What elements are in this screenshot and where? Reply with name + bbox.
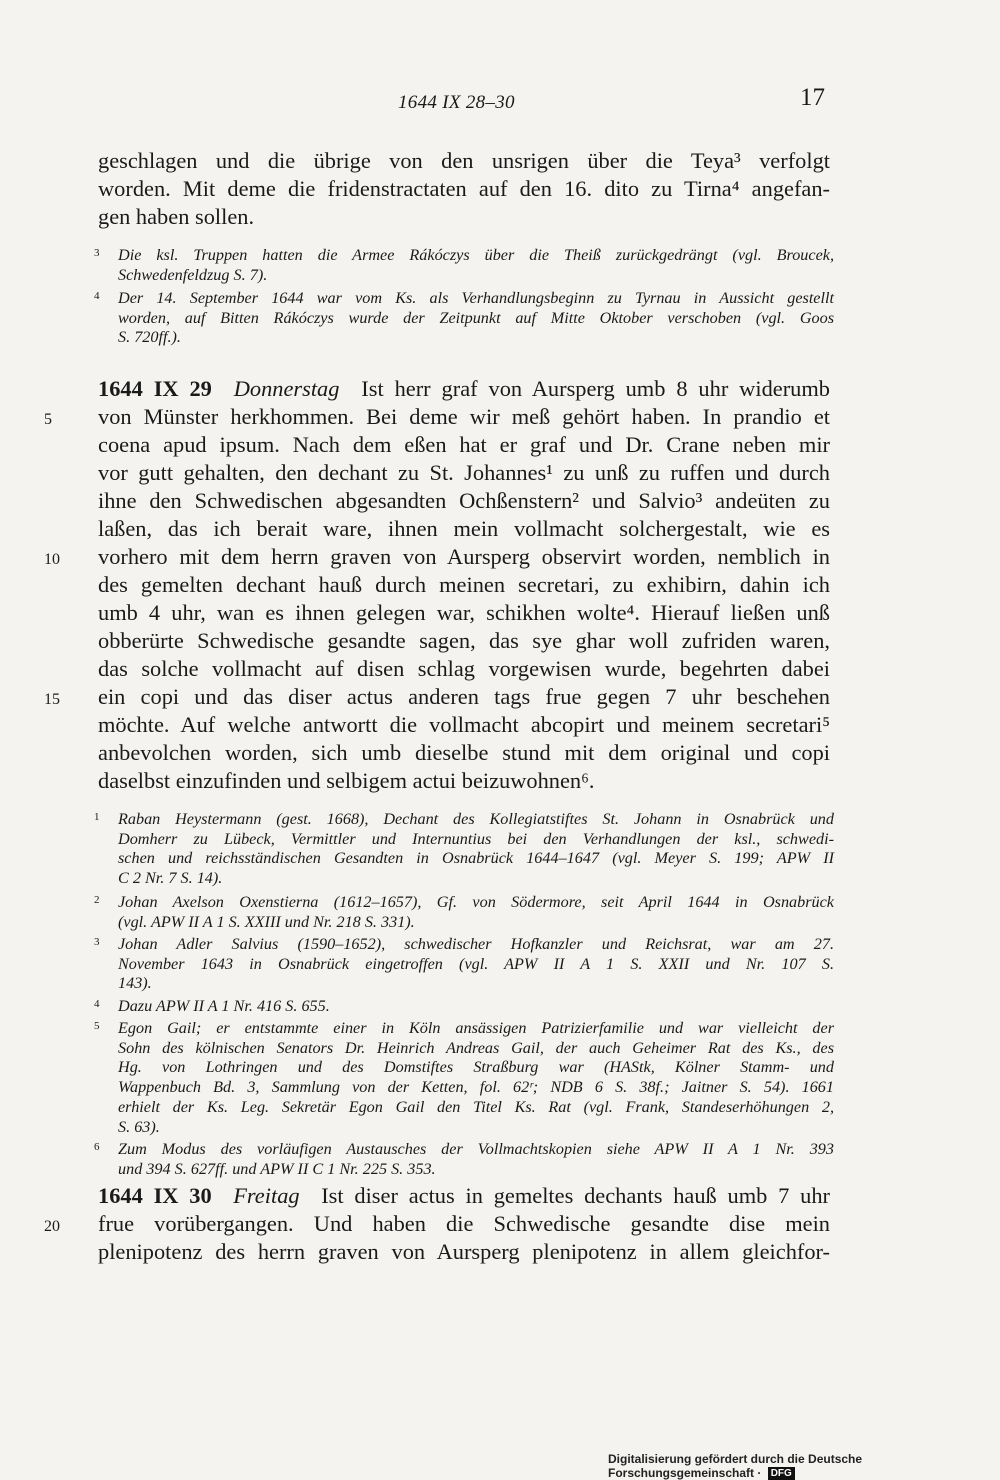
footnote xyxy=(94,810,834,889)
footnote-row: C 2 Nr. 7 S. 14). xyxy=(118,869,223,888)
footnote-row: Hg. von Lothringen und des Domstiftes Straßburg war (HAStk, Kölner Stamm- und xyxy=(118,1058,834,1077)
footnote xyxy=(94,935,834,994)
footnote-row: Sohn des kölnischen Senators Dr. Heinrich Andreas Gail, der auch Geheimer Rat des Ks., des xyxy=(118,1038,834,1057)
entry-line: umb 4 uhr, wan es ihnen gelegen war, schikhen wolte⁴. Hierauf ließen unß xyxy=(98,600,830,625)
footnote-number: 2 xyxy=(94,894,100,906)
entry-line: frue vorübergangen. Und haben die Schwedische gesandte dise mein xyxy=(98,1211,830,1236)
footnote-row: Raban Heystermann (gest. 1668), Dechant des Kollegiatstiftes St. Johann in Osnabrück und xyxy=(118,810,834,828)
entry-line: obberürte Schwedische gesandte sagen, das sye ghar woll zufriden waren, xyxy=(98,628,830,653)
entry-line: anbevolchen worden, sich umb dieselbe stund mit dem original und copi xyxy=(98,740,830,765)
entry-text: Ist herr graf von Aursperg umb 8 uhr widerumb xyxy=(361,376,830,401)
footnote-row: (vgl. APW II A 1 S. XXIII und Nr. 218 S. 331). xyxy=(118,912,415,931)
footnote-row: Johan Adler Salvius (1590–1652), schwedischer Hofkanzler und Reichsrat, war am 27. xyxy=(118,935,834,953)
intro-line: geschlagen und die übrige von den unsrigen über die Teya³ verfolgt xyxy=(98,148,830,173)
running-title: 1644 IX 28–30 xyxy=(398,92,515,113)
footnote-row: November 1643 in Osnabrück eingetroffen (vgl. APW II A 1 S. XXII und Nr. 107 S. xyxy=(118,954,834,973)
footnote-number: 5 xyxy=(94,1020,100,1032)
entry-text: Ist diser actus in gemeltes dechants hauß umb 7 uhr xyxy=(321,1183,830,1208)
entry-day: Donnerstag xyxy=(233,376,340,401)
entry-line: coena apud ipsum. Nach dem eßen hat er graf und Dr. Crane neben mir xyxy=(98,432,830,457)
entry-date: 1644 IX 30 xyxy=(98,1183,212,1208)
funding-credit-text: Digitalisierung gefördert durch die Deutsche Forschungsgemeinschaft xyxy=(608,1452,863,1480)
entry-line: vor gutt gehalten, den dechant zu St. Johannes¹ zu unß zu ruffen und durch xyxy=(98,460,830,485)
footnote-row: Johan Axelson Oxenstierna (1612–1657), Gf. von Södermore, seit April 1644 in Osnabrück xyxy=(118,893,834,911)
footnote xyxy=(94,246,834,285)
entry-line: vorhero mit dem herrn graven von Aursperg observirt worden, nemblich in xyxy=(98,544,830,569)
entry-heading-line xyxy=(98,1182,830,1210)
entry-line: laßen, das ich berait ware, ihnen mein vollmacht solchergestalt, wie es xyxy=(98,516,830,541)
footnote-row: Wappenbuch Bd. 3, Sammlung von der Ketten, fol. 62ʳ; NDB 6 S. 38f.; Jaitner S. 54). 1661 xyxy=(118,1078,834,1097)
footnote-number: 4 xyxy=(94,290,100,302)
line-number: 15 xyxy=(44,691,60,708)
footnote-number: 1 xyxy=(94,811,100,823)
footnote-number: 3 xyxy=(94,936,100,948)
page-number: 17 xyxy=(800,84,825,111)
line-number: 5 xyxy=(44,411,52,428)
entry-day: Freitag xyxy=(233,1183,300,1208)
line-number: 20 xyxy=(44,1218,60,1235)
footnote-row: Zum Modus des vorläufigen Austausches der Vollmachtskopien siehe APW II A 1 Nr. 393 xyxy=(118,1140,834,1158)
footnote-row: und 394 S. 627ff. und APW II C 1 Nr. 225 S. 353. xyxy=(118,1159,436,1178)
funding-credit: Digitalisierung gefördert durch die Deutsche Forschungsgemeinschaft · DFG xyxy=(608,1452,863,1480)
footnote-row: erhielt der Ks. Leg. Sekretär Egon Gail den Titel Ks. Rat (vgl. Frank, Standeserhöhungen 2, xyxy=(118,1097,834,1116)
footnote-row: Dazu APW II A 1 Nr. 416 S. 655. xyxy=(118,997,330,1015)
entry-heading-line xyxy=(98,375,830,403)
footnote-number: 6 xyxy=(94,1141,100,1153)
footnote xyxy=(94,1140,834,1179)
footnote-row: worden, auf Bitten Rákóczys wurde der Zeitpunkt auf Mitte Oktober verschoben (vgl. Goos xyxy=(118,308,834,327)
entry-line: plenipotenz des herrn graven von Aursperg plenipotenz in allem gleichfor- xyxy=(98,1239,830,1264)
footnote-row: Der 14. September 1644 war vom Ks. als Verhandlungsbeginn zu Tyrnau in Aussicht gestellt xyxy=(118,289,834,307)
footnote-row: S. 63). xyxy=(118,1117,160,1136)
footnote-row: Die ksl. Truppen hatten die Armee Rákóczys über die Theiß zurückgedrängt (vgl. Broucek, xyxy=(118,246,834,264)
footnote xyxy=(94,997,834,1017)
footnote xyxy=(94,1019,834,1137)
footnote-number: 3 xyxy=(94,247,100,259)
intro-line: gen haben sollen. xyxy=(98,204,255,229)
footnote-row: schen und reichsständischen Gesandten in Osnabrück 1644–1647 (vgl. Meyer S. 199; APW II xyxy=(118,849,834,868)
entry-line: ein copi und das diser actus anderen tags frue gegen 7 uhr beschehen xyxy=(98,684,830,709)
entry-line: von Münster herkhommen. Bei deme wir meß gehört haben. In prandio et xyxy=(98,404,830,429)
intro-line: worden. Mit deme die fridenstractaten auf den 16. dito zu Tirna⁴ angefan- xyxy=(98,176,830,201)
footnote xyxy=(94,289,834,348)
footnote-row: Domherr zu Lübeck, Vermittler und Internuntius bei den Verhandlungen der ksl., schwedi- xyxy=(118,829,834,848)
entry-line: des gemelten dechant hauß durch meinen secretari, zu exhibirn, dahin ich xyxy=(98,572,830,597)
entry-line: das solche vollmacht auf disen schlag vorgewisen wurde, begehrten dabei xyxy=(98,656,830,681)
entry-line: daselbst einzufinden und selbigem actui beizuwohnen⁶. xyxy=(98,768,595,793)
entry-line: ihne den Schwedischen abgesandten Ochßenstern² und Salvio³ andeüten zu xyxy=(98,488,830,513)
footnote xyxy=(94,893,834,932)
footnote-row: Schwedenfeldzug S. 7). xyxy=(118,265,268,284)
footnote-row: S. 720ff.). xyxy=(118,328,181,347)
entry-line: möchte. Auf welche antwortt die vollmacht abcopirt und meinem secretari⁵ xyxy=(98,712,830,737)
entry-date: 1644 IX 29 xyxy=(98,376,212,401)
footnote-row: Egon Gail; er entstammte einer in Köln ansässigen Patrizierfamilie und war vielleicht der xyxy=(118,1019,834,1037)
footnote-number: 4 xyxy=(94,998,100,1010)
line-number: 10 xyxy=(44,551,60,568)
footnote-row: 143). xyxy=(118,974,152,993)
dfg-logo: DFG xyxy=(768,1467,795,1480)
